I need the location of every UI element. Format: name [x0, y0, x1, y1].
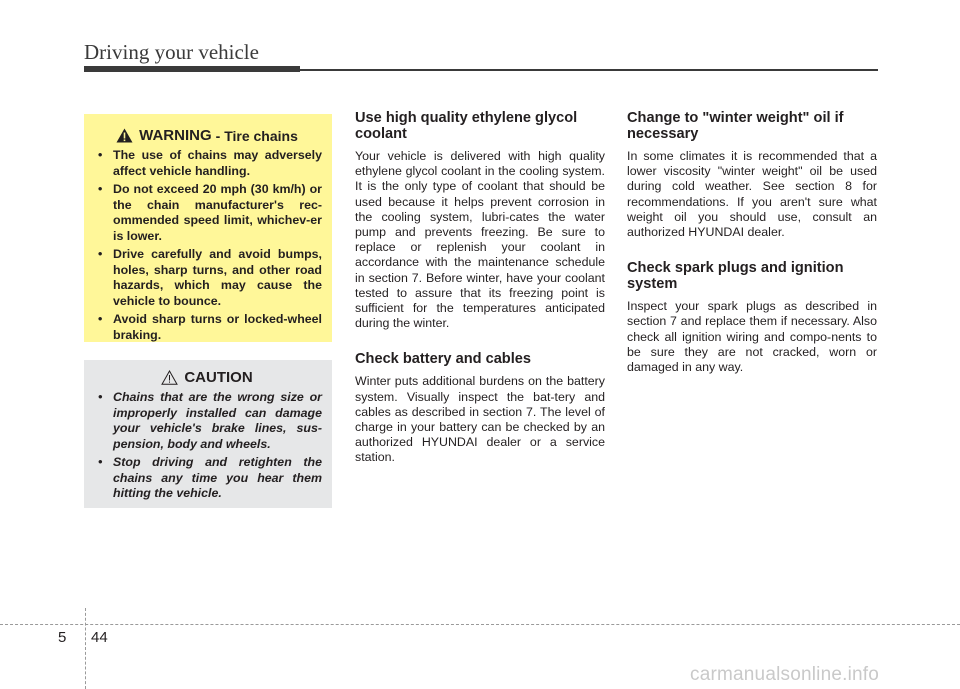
warning-subtitle: - Tire chains	[215, 127, 298, 144]
header-rule-thick	[84, 66, 300, 72]
middle-column	[355, 110, 605, 486]
caution-box	[84, 360, 332, 508]
warning-box	[84, 114, 332, 342]
warning-item: • The use of chains may adversely affect vehicle handling.	[92, 148, 322, 179]
footer-divider	[0, 624, 960, 625]
coolant-heading: Use high quality ethylene glycol coolant	[355, 110, 578, 142]
page-number: 44	[91, 629, 108, 646]
warning-list	[92, 148, 322, 343]
oil-heading: Change to "winter weight" oil if necessary	[627, 110, 844, 142]
warning-item: • Avoid sharp turns or locked-wheel braking.	[92, 312, 322, 343]
caution-title-row	[92, 369, 322, 386]
warning-item: • Do not exceed 20 mph (30 km/h) or the chain manufacturer's rec-ommended speed limit, whichev-er is lower.	[92, 182, 322, 244]
battery-body: Winter puts additional burdens on the battery system. Visually inspect the bat-tery and cables as described in section 7. The level of charge in your battery can be checked by an authorized HYUNDAI dealer or a service station.	[355, 374, 605, 465]
warning-title-row	[92, 127, 322, 144]
battery-heading: Check battery and cables	[355, 351, 532, 368]
footer-vertical-divider	[85, 608, 86, 689]
page-header-title: Driving your vehicle	[84, 40, 259, 64]
right-column	[627, 110, 877, 395]
caution-item: • Stop driving and retighten the chains any time you hear them hitting the vehicle.	[92, 455, 322, 502]
header-rule-thin	[300, 69, 878, 71]
spark-heading: Check spark plugs and ignition system	[627, 260, 844, 293]
caution-triangle-icon	[161, 370, 178, 385]
caution-list	[92, 390, 322, 502]
warning-triangle-icon	[116, 128, 133, 143]
caution-title: CAUTION	[184, 369, 253, 386]
warning-item: • Drive carefully and avoid bumps, holes, sharp turns, and other road hazards, which may cause the vehicle to bounce.	[92, 247, 322, 309]
spark-body: Inspect your spark plugs as described in section 7 and replace them if necessary. Also check all ignition wiring and compo-nents to be sure they are not cracked, worn or damaged in any way.	[627, 299, 877, 375]
watermark: carmanualsonline.info	[690, 664, 880, 685]
warning-title: WARNING	[139, 127, 212, 144]
coolant-body: Your vehicle is delivered with high quality ethylene glycol coolant in the cooling system. It is the only type of coolant that should be used because it helps prevent corrosion in the cooling system, lubri-cates the water pump and prevents freezing. Be sure to replace or replenish your coolant in accordance with the maintenance schedule in section 7. Before winter, have your coolant tested to assure that its freezing point is sufficient for the temperatures anticipated during the winter.	[355, 149, 605, 331]
caution-item: • Chains that are the wrong size or improperly installed can damage your vehicle's brake lines, sus-pension, body and wheels.	[92, 390, 322, 452]
chapter-number: 5	[58, 629, 67, 646]
oil-body: In some climates it is recommended that a lower viscosity "winter weight" oil be used during cold weather. See section 8 for recommendations. If you aren't sure what weight oil you should use, consult an authorized HYUNDAI dealer.	[627, 149, 877, 240]
